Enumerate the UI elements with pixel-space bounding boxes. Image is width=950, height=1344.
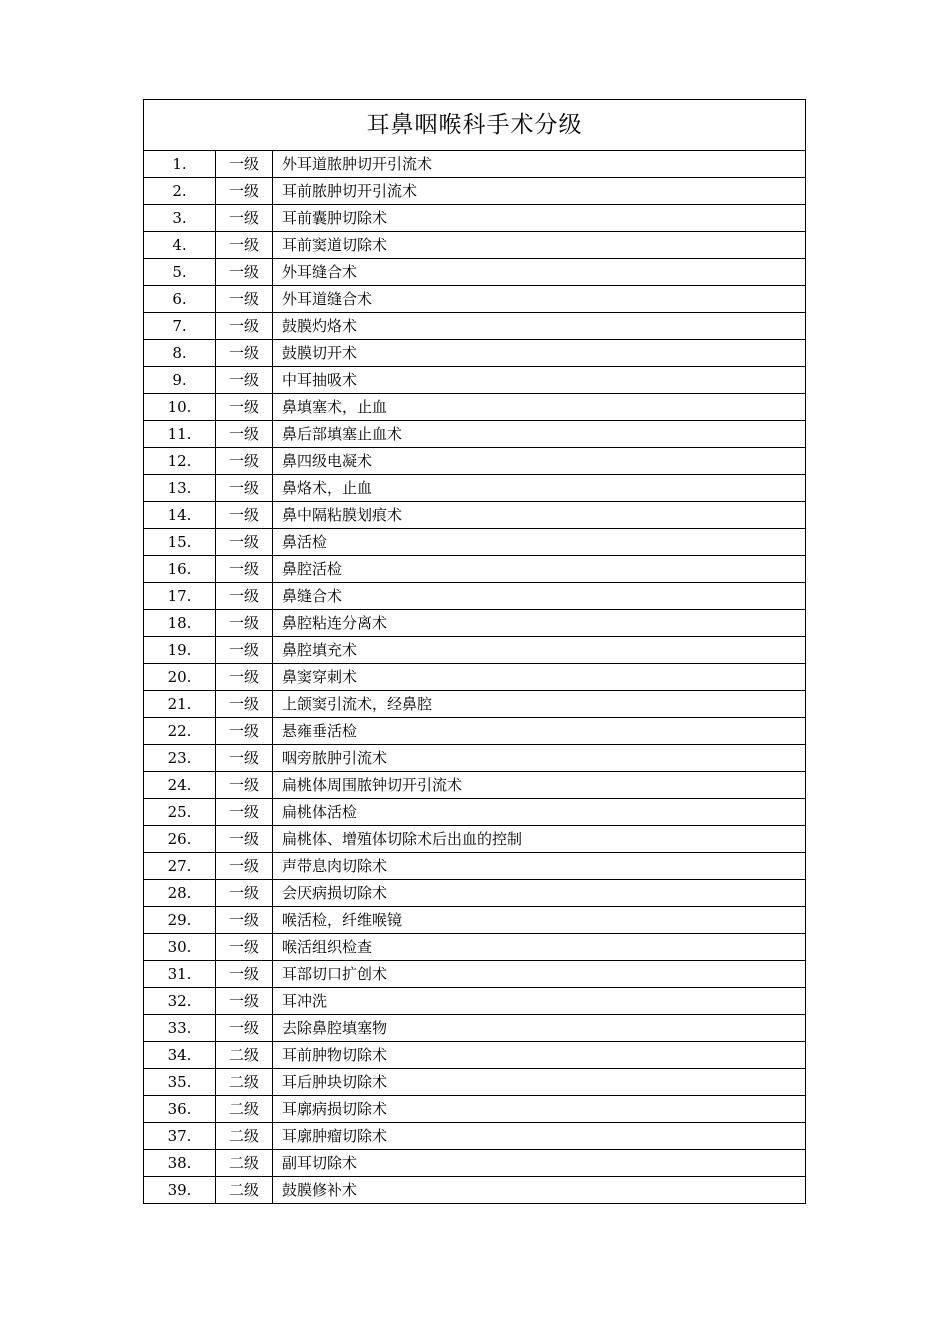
row-number-cell: 18. <box>144 610 216 637</box>
table-row <box>144 907 806 934</box>
procedure-name-cell: 悬雍垂活检 <box>273 718 806 745</box>
table-row <box>144 961 806 988</box>
table-row <box>144 853 806 880</box>
procedure-name-cell: 鼻窦穿刺术 <box>273 664 806 691</box>
procedure-name-cell: 鼻腔填充术 <box>273 637 806 664</box>
procedure-name-cell: 耳廓病损切除术 <box>273 1096 806 1123</box>
row-number-cell: 38. <box>144 1150 216 1177</box>
table-row <box>144 1123 806 1150</box>
table-row <box>144 286 806 313</box>
procedure-name-cell: 外耳道缝合术 <box>273 286 806 313</box>
row-number-cell: 13. <box>144 475 216 502</box>
procedure-name-cell: 外耳道脓肿切开引流术 <box>273 151 806 178</box>
procedure-name-cell: 副耳切除术 <box>273 1150 806 1177</box>
row-number-cell: 2. <box>144 178 216 205</box>
row-number-cell: 25. <box>144 799 216 826</box>
row-number-cell: 32. <box>144 988 216 1015</box>
row-number-cell: 12. <box>144 448 216 475</box>
procedure-name-cell: 扁桃体周围脓钟切开引流术 <box>273 772 806 799</box>
procedure-name-cell: 上颌窦引流术，经鼻腔 <box>273 691 806 718</box>
procedure-name-cell: 会厌病损切除术 <box>273 880 806 907</box>
procedure-name-cell: 中耳抽吸术 <box>273 367 806 394</box>
row-number-cell: 23. <box>144 745 216 772</box>
row-number-cell: 3. <box>144 205 216 232</box>
surgery-level-cell: 一级 <box>216 853 273 880</box>
procedure-name-cell: 耳部切口扩创术 <box>273 961 806 988</box>
table-row <box>144 664 806 691</box>
surgery-level-cell: 一级 <box>216 502 273 529</box>
table-row <box>144 151 806 178</box>
table-row <box>144 421 806 448</box>
surgery-level-cell: 一级 <box>216 934 273 961</box>
row-number-cell: 34. <box>144 1042 216 1069</box>
row-number-cell: 20. <box>144 664 216 691</box>
surgery-level-cell: 一级 <box>216 448 273 475</box>
row-number-cell: 24. <box>144 772 216 799</box>
row-number-cell: 6. <box>144 286 216 313</box>
procedure-name-cell: 鼻烙术，止血 <box>273 475 806 502</box>
table-body <box>144 151 806 1204</box>
table-row <box>144 934 806 961</box>
row-number-cell: 27. <box>144 853 216 880</box>
table-row <box>144 1177 806 1204</box>
row-number-cell: 19. <box>144 637 216 664</box>
row-number-cell: 7. <box>144 313 216 340</box>
table-row <box>144 1069 806 1096</box>
surgery-level-cell: 一级 <box>216 286 273 313</box>
table-row <box>144 826 806 853</box>
row-number-cell: 11. <box>144 421 216 448</box>
table-row <box>144 799 806 826</box>
procedure-name-cell: 鼻腔粘连分离术 <box>273 610 806 637</box>
row-number-cell: 5. <box>144 259 216 286</box>
table-row <box>144 718 806 745</box>
procedure-name-cell: 去除鼻腔填塞物 <box>273 1015 806 1042</box>
row-number-cell: 36. <box>144 1096 216 1123</box>
row-number-cell: 28. <box>144 880 216 907</box>
surgery-level-cell: 一级 <box>216 880 273 907</box>
surgery-level-cell: 一级 <box>216 529 273 556</box>
table-row <box>144 340 806 367</box>
table-title-row <box>144 100 806 151</box>
row-number-cell: 1. <box>144 151 216 178</box>
procedure-name-cell: 鼓膜切开术 <box>273 340 806 367</box>
row-number-cell: 15. <box>144 529 216 556</box>
row-number-cell: 8. <box>144 340 216 367</box>
surgery-level-cell: 一级 <box>216 907 273 934</box>
table-row <box>144 529 806 556</box>
table-row <box>144 745 806 772</box>
surgery-level-cell: 二级 <box>216 1177 273 1204</box>
row-number-cell: 17. <box>144 583 216 610</box>
surgery-level-cell: 二级 <box>216 1123 273 1150</box>
row-number-cell: 39. <box>144 1177 216 1204</box>
table-row <box>144 367 806 394</box>
row-number-cell: 33. <box>144 1015 216 1042</box>
procedure-name-cell: 耳前脓肿切开引流术 <box>273 178 806 205</box>
procedure-name-cell: 鼻四级电凝术 <box>273 448 806 475</box>
table-row <box>144 772 806 799</box>
surgery-level-cell: 二级 <box>216 1150 273 1177</box>
row-number-cell: 22. <box>144 718 216 745</box>
row-number-cell: 9. <box>144 367 216 394</box>
surgery-level-cell: 一级 <box>216 664 273 691</box>
surgery-level-cell: 二级 <box>216 1042 273 1069</box>
table-row <box>144 988 806 1015</box>
table-row <box>144 259 806 286</box>
procedure-name-cell: 鼻活检 <box>273 529 806 556</box>
surgery-level-cell: 一级 <box>216 151 273 178</box>
surgery-level-cell: 一级 <box>216 961 273 988</box>
table-row <box>144 691 806 718</box>
procedure-name-cell: 耳后肿块切除术 <box>273 1069 806 1096</box>
procedure-name-cell: 鼓膜修补术 <box>273 1177 806 1204</box>
procedure-name-cell: 鼻中隔粘膜划痕术 <box>273 502 806 529</box>
surgery-level-cell: 一级 <box>216 799 273 826</box>
table-row <box>144 1015 806 1042</box>
procedure-name-cell: 耳冲洗 <box>273 988 806 1015</box>
surgery-level-cell: 一级 <box>216 745 273 772</box>
surgery-level-cell: 一级 <box>216 556 273 583</box>
procedure-name-cell: 扁桃体活检 <box>273 799 806 826</box>
procedure-name-cell: 鼻缝合术 <box>273 583 806 610</box>
table-title: 耳鼻咽喉科手术分级 <box>144 100 806 151</box>
surgery-grading-table <box>143 99 806 1204</box>
table-row <box>144 1150 806 1177</box>
procedure-name-cell: 声带息肉切除术 <box>273 853 806 880</box>
procedure-name-cell: 鼻腔活检 <box>273 556 806 583</box>
procedure-name-cell: 鼻填塞术，止血 <box>273 394 806 421</box>
table-row <box>144 448 806 475</box>
procedure-name-cell: 耳前肿物切除术 <box>273 1042 806 1069</box>
surgery-level-cell: 一级 <box>216 367 273 394</box>
surgery-level-cell: 一级 <box>216 718 273 745</box>
table-row <box>144 610 806 637</box>
surgery-level-cell: 一级 <box>216 610 273 637</box>
table-row <box>144 205 806 232</box>
procedure-name-cell: 喉活组织检查 <box>273 934 806 961</box>
row-number-cell: 16. <box>144 556 216 583</box>
row-number-cell: 35. <box>144 1069 216 1096</box>
row-number-cell: 10. <box>144 394 216 421</box>
table-row <box>144 178 806 205</box>
surgery-level-cell: 一级 <box>216 313 273 340</box>
surgery-level-cell: 一级 <box>216 421 273 448</box>
procedure-name-cell: 鼓膜灼烙术 <box>273 313 806 340</box>
table-row <box>144 475 806 502</box>
table-row <box>144 556 806 583</box>
surgery-level-cell: 一级 <box>216 475 273 502</box>
row-number-cell: 14. <box>144 502 216 529</box>
surgery-level-cell: 二级 <box>216 1069 273 1096</box>
surgery-level-cell: 一级 <box>216 340 273 367</box>
row-number-cell: 37. <box>144 1123 216 1150</box>
surgery-level-cell: 一级 <box>216 826 273 853</box>
procedure-name-cell: 外耳缝合术 <box>273 259 806 286</box>
procedure-name-cell: 耳前窦道切除术 <box>273 232 806 259</box>
surgery-level-cell: 一级 <box>216 178 273 205</box>
table-row <box>144 880 806 907</box>
surgery-level-cell: 一级 <box>216 1015 273 1042</box>
table-row <box>144 637 806 664</box>
table-row <box>144 583 806 610</box>
table-row <box>144 394 806 421</box>
surgery-level-cell: 一级 <box>216 259 273 286</box>
table-row <box>144 1096 806 1123</box>
row-number-cell: 30. <box>144 934 216 961</box>
table-row <box>144 313 806 340</box>
procedure-name-cell: 耳廓肿瘤切除术 <box>273 1123 806 1150</box>
surgery-level-cell: 一级 <box>216 988 273 1015</box>
surgery-level-cell: 一级 <box>216 691 273 718</box>
surgery-level-cell: 一级 <box>216 637 273 664</box>
row-number-cell: 31. <box>144 961 216 988</box>
row-number-cell: 29. <box>144 907 216 934</box>
surgery-level-cell: 一级 <box>216 205 273 232</box>
procedure-name-cell: 鼻后部填塞止血术 <box>273 421 806 448</box>
table-row <box>144 1042 806 1069</box>
procedure-name-cell: 喉活检，纤维喉镜 <box>273 907 806 934</box>
row-number-cell: 4. <box>144 232 216 259</box>
procedure-name-cell: 扁桃体、增殖体切除术后出血的控制 <box>273 826 806 853</box>
table-row <box>144 502 806 529</box>
surgery-level-cell: 一级 <box>216 232 273 259</box>
row-number-cell: 26. <box>144 826 216 853</box>
surgery-level-cell: 一级 <box>216 394 273 421</box>
procedure-name-cell: 耳前囊肿切除术 <box>273 205 806 232</box>
surgery-level-cell: 一级 <box>216 772 273 799</box>
procedure-name-cell: 咽旁脓肿引流术 <box>273 745 806 772</box>
row-number-cell: 21. <box>144 691 216 718</box>
surgery-level-cell: 二级 <box>216 1096 273 1123</box>
table-row <box>144 232 806 259</box>
surgery-level-cell: 一级 <box>216 583 273 610</box>
